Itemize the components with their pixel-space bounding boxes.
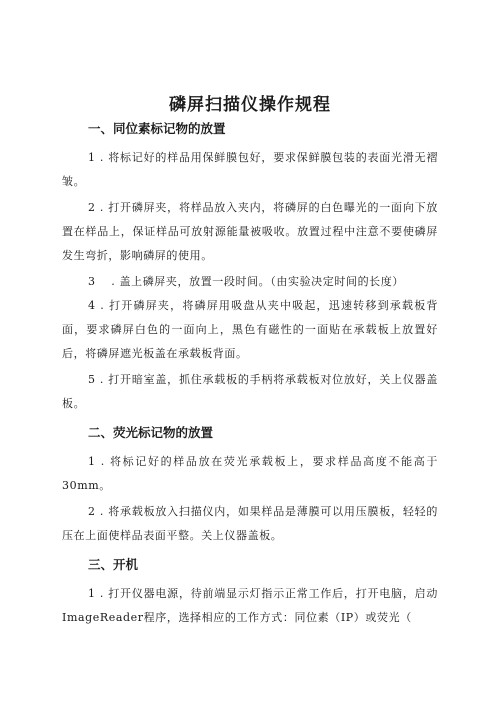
section-heading: 二、荧光标记物的放置: [88, 425, 214, 440]
document-title: 磷屏扫描仪操作规程: [169, 95, 331, 115]
document-body: [62, 120, 438, 630]
paragraph: 2 . 打开磷屏夹，将样品放入夹内，将磷屏的白色曝光的一面向下放置在样品上，保证样品可放射源能量被吸收。放置过程中注意不要使磷屏发生弯折，影响磷屏的使用。: [62, 201, 438, 262]
section-fluorescent-placement: [62, 424, 438, 548]
section-power-on: [62, 556, 438, 630]
section-heading: 一、同位素标记物的放置: [88, 121, 226, 136]
paragraph: 1 . 将标记好的样品放在荧光承载板上，要求样品高度不能高于30mm。: [62, 455, 438, 492]
paragraph: 3 . 盖上磷屏夹，放置一段时间。（由实验决定时间的长度）: [88, 275, 404, 288]
paragraph: 5 . 打开暗室盖，抓住承载板的手柄将承载板对位放好，关上仪器盖板。: [62, 373, 438, 410]
paragraph: 4 . 打开磷屏夹，将磷屏用吸盘从夹中吸起，迅速转移到承载板背面，要求磷屏白色的一面向上，黑色有磁性的一面贴在承载板上放置好后，将磷屏遮光板盖在承载板背面。: [62, 299, 438, 360]
paragraph: 1 . 打开仪器电源，待前端显示灯指示正常工作后，打开电脑，启动ImageReader程序，选择相应的工作方式：同位素（IP）或荧光（: [62, 587, 438, 624]
section-isotope-placement: [62, 120, 438, 416]
paragraph: 2 . 将承载板放入扫描仪内，如果样品是薄膜可以用压膜板，轻轻的压在上面使样品表面平整。关上仪器盖板。: [62, 505, 438, 542]
section-heading: 三、开机: [88, 557, 139, 572]
paragraph: 1 . 将标记好的样品用保鲜膜包好，要求保鲜膜包装的表面光滑无褶皱。: [62, 151, 438, 188]
